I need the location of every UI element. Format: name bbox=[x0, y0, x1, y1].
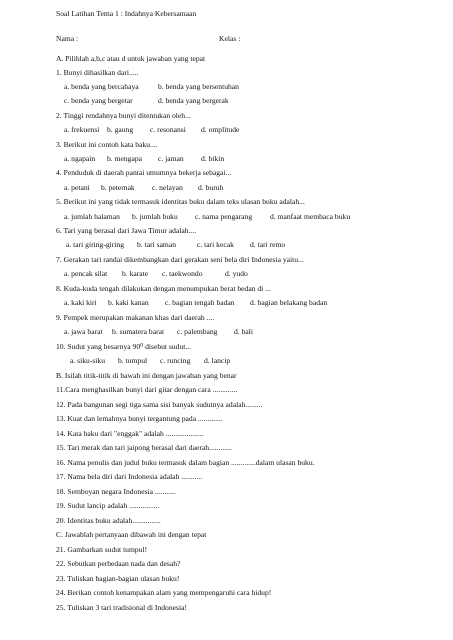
option: d. bagian belakang badan bbox=[250, 298, 328, 307]
option: a. jumlah halaman bbox=[64, 212, 120, 221]
option: c. palembang bbox=[177, 327, 218, 336]
question-9: 9. Pempek merupakan makanan khas dari daerah .... bbox=[56, 313, 215, 322]
option: d. bikin bbox=[201, 154, 225, 163]
question-4: 4. Penduduk di daerah pantai umumnya bekerja sebagai... bbox=[56, 168, 232, 177]
option: b. kaki kanan bbox=[108, 298, 149, 307]
question-25: 25. Tuliskan 3 tari tradisional di Indonesia! bbox=[56, 603, 187, 612]
option: d. lancip bbox=[204, 356, 231, 365]
question-14: 14. Kata baku dari "enggak" adalah .................... bbox=[56, 429, 204, 438]
question-11: 11.Cara menghasilkan bunyi dari gitar dengan cara ............. bbox=[56, 385, 238, 394]
option: c. nama pengarang bbox=[195, 212, 253, 221]
option: d. benda yang bergerak bbox=[158, 96, 229, 105]
question-24: 24. Berikan contoh kenampakan alam yang mempengaruhi cara hidup! bbox=[56, 588, 272, 597]
option: a. tari giring-giring bbox=[66, 240, 124, 249]
name-label: Nama : bbox=[56, 34, 79, 43]
question-5: 5. Berikut ini yang tidak termasuk identitas buku dalam teks ulasan buku adalah... bbox=[56, 197, 305, 206]
question-22: 22. Sebutkan perbedaan nada dan desah? bbox=[56, 559, 181, 568]
question-3: 3. Berikut ini contoh kata baku.... bbox=[56, 140, 158, 149]
option: d. yudo bbox=[225, 269, 248, 278]
option: d. tari remo bbox=[250, 240, 286, 249]
section-a-instruction: A. Pilihlah a,b,c atau d untuk jawaban yang tepat bbox=[56, 54, 206, 63]
question-7: 7. Gerakan tari randai dikembangkan dari gerakan seni bela diri Indonesia yaitu... bbox=[56, 255, 304, 264]
question-6: 6. Tari yang berasal dari Jawa Timur adalah.... bbox=[56, 226, 197, 235]
question-20: 20. Identitas buku adalah............... bbox=[56, 516, 161, 525]
section-b-instruction: B. Isilah titik-titik di bawah ini dengan jawaban yang benar bbox=[56, 371, 237, 380]
option: c. runcing bbox=[160, 356, 191, 365]
option: b. sumatera barat bbox=[112, 327, 165, 336]
question-12: 12. Pada bangunan segi tiga sama sisi banyak sudutnya adalah......... bbox=[56, 400, 263, 409]
option: d. omplitude bbox=[201, 125, 240, 134]
option: a. kaki kiri bbox=[64, 298, 97, 307]
option: b. karate bbox=[122, 269, 149, 278]
option: c. tari kecak bbox=[197, 240, 234, 249]
option: b. mengapa bbox=[107, 154, 143, 163]
question-2: 2. Tinggi rendahnya bunyi ditentukan oleh... bbox=[56, 111, 191, 120]
option: d. manfaat membaca buku bbox=[270, 212, 351, 221]
option: a. jawa barat bbox=[64, 327, 103, 336]
option: c. nelayan bbox=[152, 183, 183, 192]
question-16: 16. Nama penulis dan judul buku termasuk dalam bagian .............dalam ulasan buku. bbox=[56, 458, 315, 467]
option: a. petani bbox=[64, 183, 90, 192]
question-15: 15. Tari merak dan tari jaipong berasal dari daerah............ bbox=[56, 443, 232, 452]
question-23: 23. Tuliskan bagian-bagian ulasan buku! bbox=[56, 574, 180, 583]
option: c. benda yang bergetar bbox=[64, 96, 133, 105]
option: c. resonansi bbox=[150, 125, 186, 134]
option: a. benda yang bercahaya bbox=[64, 82, 139, 91]
question-10: 10. Sudut yang besarnya 90⁰ disebut sudut... bbox=[56, 342, 192, 351]
option: b. tari saman bbox=[137, 240, 177, 249]
question-1: 1. Bunyi dihasilkan dari..... bbox=[56, 68, 139, 77]
option: c. taekwondo bbox=[162, 269, 203, 278]
option: c. bagian tengah badan bbox=[165, 298, 235, 307]
question-18: 18. Semboyan negara Indonesia ........... bbox=[56, 487, 176, 496]
option: b. gaung bbox=[107, 125, 134, 134]
option: a. frekuensi bbox=[64, 125, 100, 134]
option: b. jumlah buku bbox=[132, 212, 178, 221]
class-label: Kelas : bbox=[219, 34, 241, 43]
section-c-instruction: C. Jawablah pertanyaan dibawah ini dengan tepat bbox=[56, 530, 207, 539]
option: d. buruh bbox=[198, 183, 224, 192]
question-21: 21. Gambarkan sudut tumpul! bbox=[56, 545, 148, 554]
option: a. siku-siku bbox=[70, 356, 106, 365]
option: a. ngapain bbox=[64, 154, 96, 163]
option: a. pencak silat bbox=[64, 269, 108, 278]
option: b. peternak bbox=[101, 183, 135, 192]
question-13: 13. Kuat dan lemahnya bunyi tergantung pada ............. bbox=[56, 414, 223, 423]
option: d. bali bbox=[234, 327, 253, 336]
page-title: Soal Latihan Tema 1 : Indahnya Kebersamaan bbox=[56, 9, 197, 18]
question-19: 19. Sudut lancip adalah ................ bbox=[56, 501, 160, 510]
option: c. jaman bbox=[158, 154, 184, 163]
option: b. benda yang bersentuhan bbox=[158, 82, 239, 91]
question-17: 17. Nama bela diri dari Indonesia adalah ........... bbox=[56, 472, 203, 481]
question-8: 8. Kuda-kuda tengah dilakukan dengan menumpukan berat bedan di ... bbox=[56, 284, 271, 293]
option: b. tumpul bbox=[118, 356, 148, 365]
